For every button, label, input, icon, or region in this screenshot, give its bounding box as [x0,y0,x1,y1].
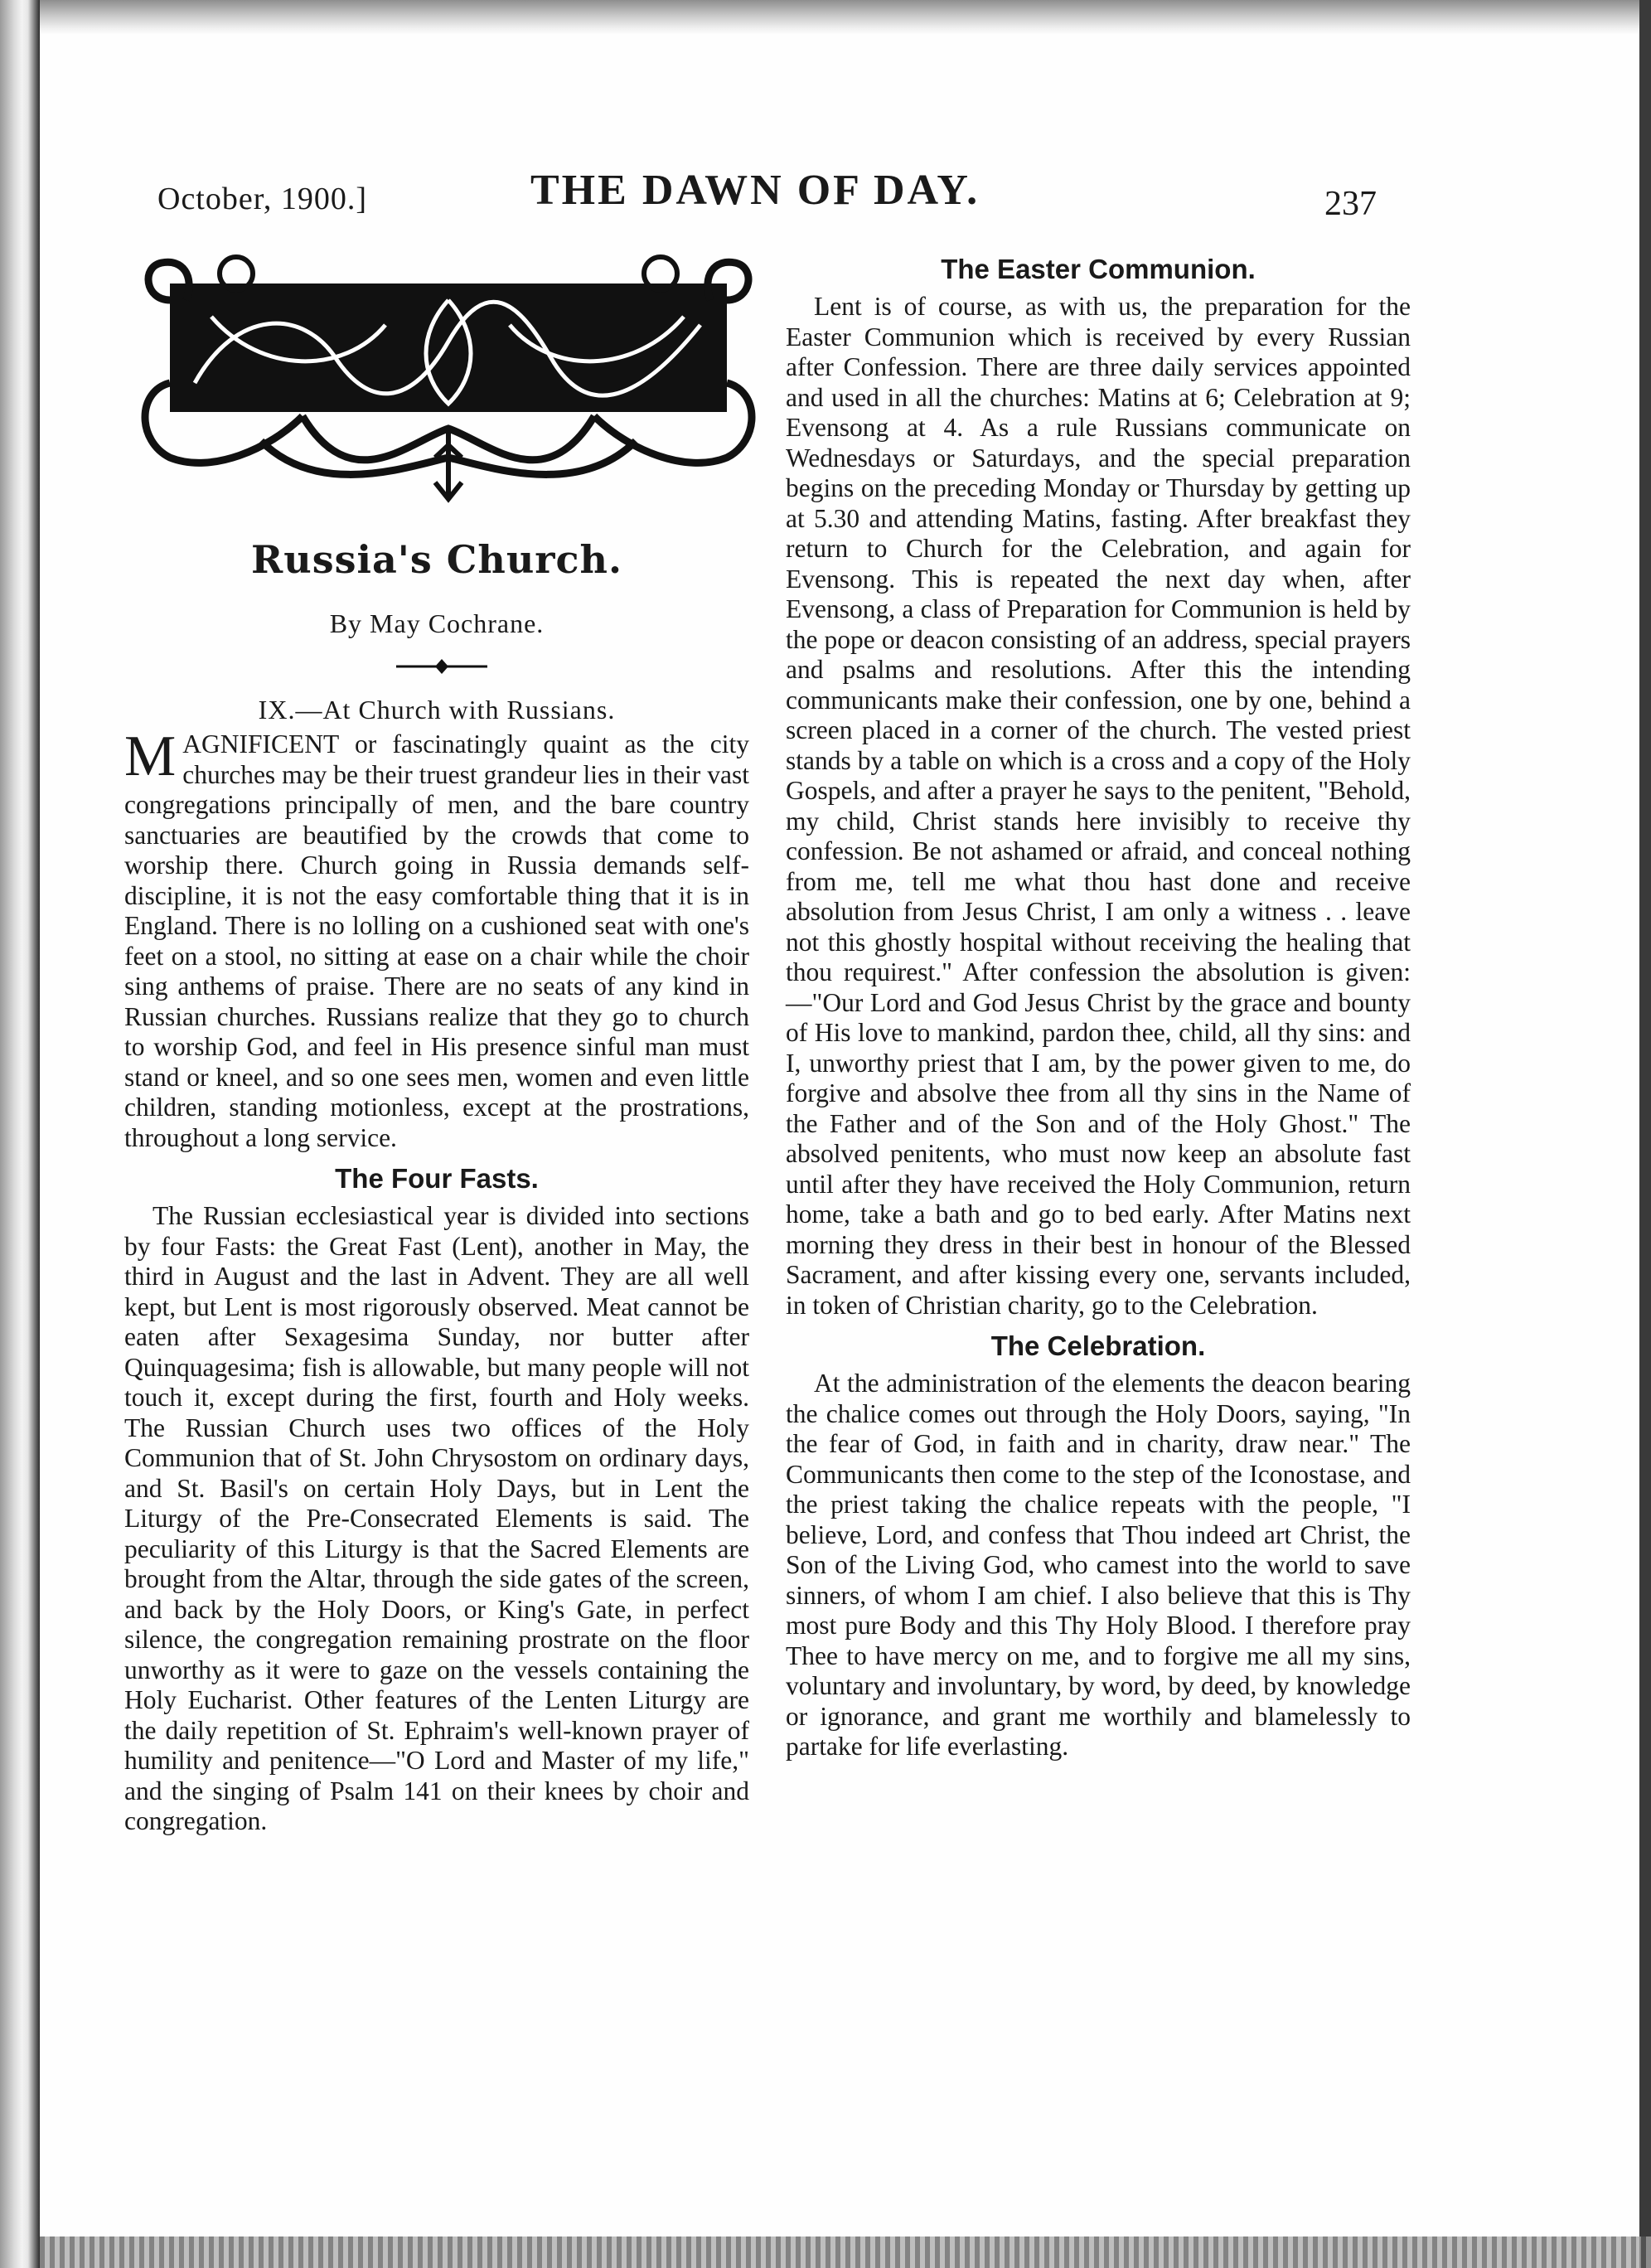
article-byline: By May Cochrane. [329,608,545,638]
scan-top-edge [40,0,1651,35]
intro-paragraph [124,724,749,1153]
four-fasts-heading: The Four Fasts. [335,1163,539,1194]
article-title: Russia's Church. [251,537,622,582]
easter-communion-heading: The Easter Communion. [941,254,1256,284]
scan-bottom-edge [40,2236,1651,2268]
right-column [786,254,1411,1762]
four-fasts-paragraph: The Russian ecclesiastical year is divided into sections by four Fasts: the Great Fast (Lent), another in May, the third in August and the last in Advent. They are all well kept, but Lent is most rigorously observed. Meat cannot be eaten after Sexagesima Sunday, nor butter after Quinquagesima; fish is allowable, but many people will not touch it, except during the first, fourth and Holy weeks. The Russian Church uses two offices of the Holy Communion that of St. John Chrysostom on ordinary days, and St. Basil's on certain Holy Days, but in Lent the Liturgy of the Pre-Consecrated Elements is said. The peculiarity of this Liturgy is that the Sacred Elements are brought from the Altar, through the side gates of the screen, and back by the Holy Doors, or King's Gate, in perfect silence, the congregation remaining prostrate on the floor unworthy as it were to gaze on the vessels containing the Holy Eucharist. Other features of the Lenten Liturgy are the daily repetition of St. Ephraim's well-known prayer of humility and penitence—"O Lord and Master of my life," and the singing of Psalm 141 on their knees by choir and congregation. [124,1201,749,1835]
drop-cap: M [124,724,177,788]
left-column [124,724,749,1837]
easter-communion-paragraph: Lent is of course, as with us, the preparation for the Easter Communion which is received by every Russian after Confession. There are three daily services appointed and used in all the churches: Matins at 6; Celebration at 9; Evensong at 4. As a rule Russians communicate on Wednesdays or Saturdays, and the special preparation begins on the preceding Monday or Thursday by getting up at 5.30 and attending Matins, fasting. After breakfast they return to Church for the Celebration, and again for Evensong. This is repeated the next day when, after Evensong, a class of Preparation for Communion is held by the pope or deacon consisting of an address, special prayers and psalms and resolutions. After this the intending communicants make their confession, one by one, behind a screen placed in a corner of the church. The vested priest stands by a table on which is a cross and a copy of the Holy Gospels, and after a prayer he says to the penitent, "Behold, my child, Christ stands here invisibly to receive thy confession. Be not ashamed or afraid, and conceal nothing from me, tell me what thou hast done and receive absolution from Jesus Christ, I am only a witness . . leave not this ghostly hospital without receiving the healing that thou requirest." After confession the absolution is given:—"Our Lord and God Jesus Christ by the grace and bounty of His love to mankind, pardon thee, child, all thy sins: and I, unworthy priest that I am, by the power given to me, do forgive and absolve thee from all thy sins in the Name of the Father and of the Son and of the Holy Ghost." The absolved penitents, who must now keep an absolute fast until after they have received the Holy Communion, return home, take a bath and go to bed early. After Matins next morning they dress in their best in honour of the Blessed Sacrament, and after kissing every one, servants included, in token of Christian charity, go to the Celebration. [786,292,1411,1320]
section-divider [396,657,487,676]
scan-right-edge [1639,0,1651,2268]
header-title: THE DAWN OF DAY. [530,167,980,214]
celebration-paragraph: At the administration of the elements the deacon bearing the chalice comes out through the Holy Doors, saying, "In the fear of God, in faith and in charity, draw near." The Communicants then come to the step of the Iconostase, and the priest taking the chalice repeats with the people, "I believe, Lord, and confess that Thou indeed art Christ, the Son of the Living God, who camest into the world to save sinners, of whom I am chief. I also believe that this is Thy most pure Body and this Thy Holy Blood. I therefore pray Thee to have mercy on me, and to forgive me all my sins, voluntary and involuntary, by word, by deed, by knowledge or ignorance, and grant me worthily and blamelessly to partake for life everlasting. [786,1369,1411,1761]
section-heading: IX.—At Church with Russians. [258,695,616,724]
intro-text: AGNIFICENT or fascinatingly quaint as the city churches may be their truest grandeur lies in their vast congregations principally of men, and the bare country sanctuaries are beautified by the crowds that come to worship there. Church going in Russia demands self-discipline, it is not the easy comfortable thing that it is in England. There is no lolling on a cushioned seat with one's feet on a stool, no sitting at ease on a chair while the choir sing anthems of praise. There are no seats of any kind in Russian churches. Russians realize that they go to church to worship God, and feel in His presence sinful man must stand or kneel, and so one sees men, women and even little children, standing motionless, except at the prostrations, throughout a long service. [124,729,749,1152]
scan-left-edge [0,0,40,2268]
header-date: October, 1900.] [157,182,368,216]
decorative-headpiece [137,250,760,517]
page-number: 237 [1324,185,1377,223]
celebration-heading: The Celebration. [990,1330,1206,1361]
